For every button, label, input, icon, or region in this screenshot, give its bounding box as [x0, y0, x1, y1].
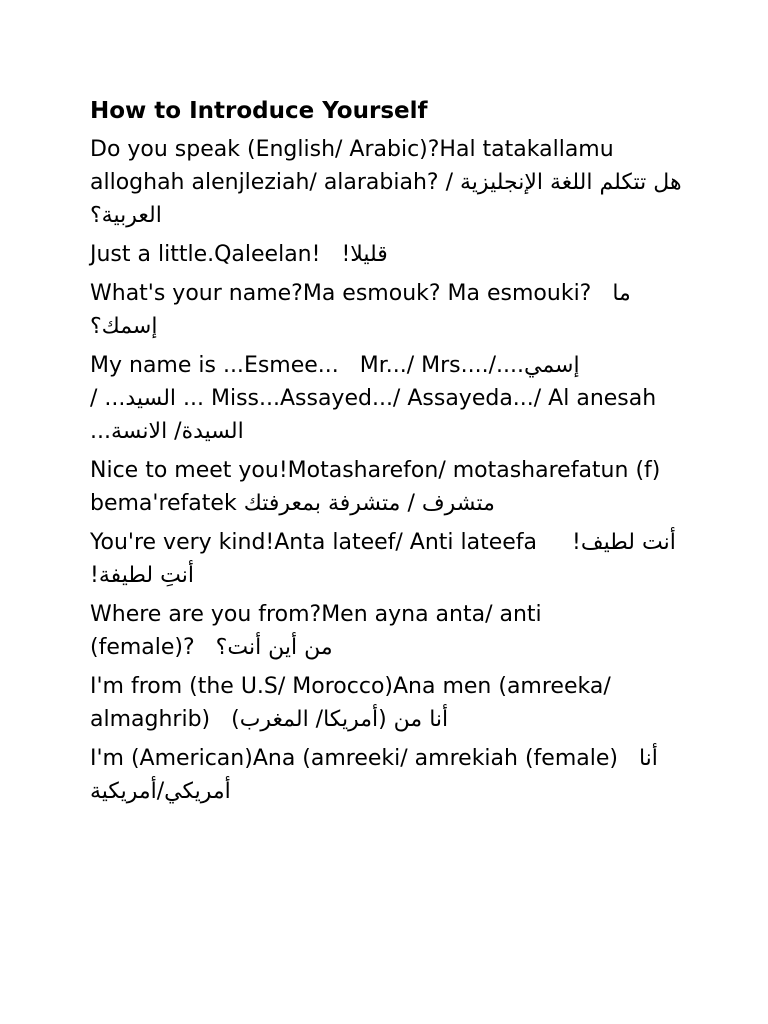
- phrase-item: [90, 598, 690, 664]
- phrase-english: What's your name?: [90, 281, 303, 306]
- phrase-english: Just a little.: [90, 242, 215, 267]
- phrase-item: [90, 133, 690, 232]
- phrase-transliteration: Esmee...: [243, 353, 339, 378]
- phrase-item: [90, 349, 690, 448]
- phrase-arabic: أنا أمريكي/أمريكية: [90, 746, 658, 804]
- phrase-transliteration: Anta lateef/ Anti lateefa: [274, 530, 538, 555]
- phrase-item: [90, 526, 690, 592]
- phrase-arabic: متشرف / متشرفة بمعرفتك: [243, 491, 495, 516]
- document-page: [90, 94, 690, 814]
- phrase-transliteration: Qaleelan!: [214, 242, 321, 267]
- phrase-transliteration: Ana (amreeki/ amrekiah (female): [252, 746, 618, 771]
- phrase-english: Do you speak (English/ Arabic)?: [90, 137, 440, 162]
- phrase-arabic: ما إسمك؟: [90, 281, 631, 339]
- phrase-transliteration: Ana men (amreeka/ almaghrib): [90, 674, 611, 732]
- phrase-item: [90, 238, 690, 271]
- phrase-english: I'm (American): [90, 746, 253, 771]
- phrase-item: [90, 454, 690, 520]
- phrase-arabic: هل تتكلم اللغة الإنجليزية /العربية؟: [90, 170, 682, 228]
- phrase-item: [90, 742, 690, 808]
- phrase-transliteration: Hal tatakallamu alloghah alenjleziah/ alarabiah?: [90, 137, 614, 195]
- phrase-arabic: من أين أنت؟: [215, 635, 333, 660]
- phrase-english: My name is ...: [90, 353, 244, 378]
- phrase-arabic: إسمي....Mr.../ Mrs..../ Miss...Assayed.../ Assayeda.../ Al anesah ... السيد... /السيدة/ الانسة...: [90, 353, 657, 444]
- phrase-item: [90, 277, 690, 343]
- phrase-english: You're very kind!: [90, 530, 275, 555]
- phrase-transliteration: Ma esmouk? Ma esmouki?: [302, 281, 592, 306]
- phrase-arabic: قليلا!: [341, 242, 388, 267]
- phrase-english: Nice to meet you!: [90, 458, 288, 483]
- document-title: How to Introduce Yourself: [90, 98, 428, 124]
- phrase-arabic: أنت لطيف! أنتِ لطيفة!: [90, 530, 676, 588]
- phrase-transliteration: Motasharefon/ motasharefatun (f) bema'refatek: [90, 458, 661, 516]
- phrase-arabic: أنا من (أمريكا/ المغرب): [231, 707, 449, 732]
- phrase-english: Where are you from?: [90, 602, 322, 627]
- phrase-transliteration: Men ayna anta/ anti (female)?: [90, 602, 542, 660]
- phrase-item: [90, 670, 690, 736]
- phrase-english: I'm from (the U.S/ Morocco): [90, 674, 393, 699]
